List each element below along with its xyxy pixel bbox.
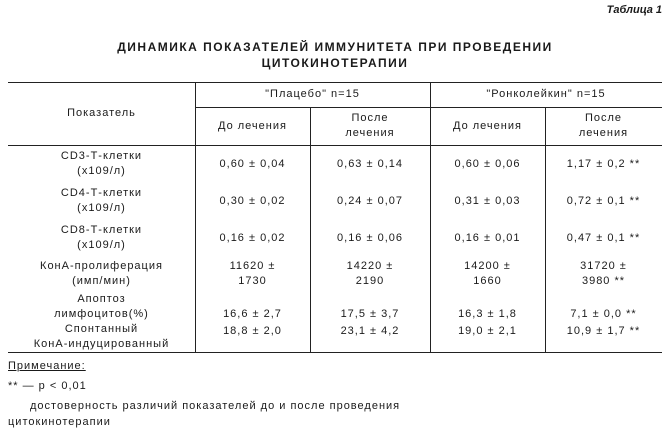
row-cd8-placebo-before-value: 0,16 ± 0,02 [219,231,286,244]
row-kona-ronco-after-error: 3980 ** [581,275,626,287]
row-spontaneous-ronco-after [545,322,662,340]
row-cd3-placebo-after-value: 0,63 ± 0,14 [337,157,403,170]
header-roncoleukin-after [545,107,662,145]
row-cd3-ronco-before [430,146,545,182]
row-cd8-placebo-after-value: 0,16 ± 0,06 [337,231,403,244]
row-cd8-name-line2: (х109/л) [77,239,126,251]
row-kona-ronco-before-error: 1660 [473,275,502,287]
header-group-placebo-text: "Плацебо" n=15 [265,88,360,100]
row-cd8-placebo-after [310,220,430,256]
row-apoptosis-placebo-after [310,305,430,323]
row-kona-ronco-after [545,256,662,292]
row-cd4-ronco-after [545,182,662,220]
row-kona-placebo-after-error: 2190 [355,275,385,287]
header-group-roncoleukin [430,82,662,107]
row-cd3-placebo-after [310,146,430,182]
row-kona-placebo-after [310,256,430,292]
header-indicator [8,82,195,145]
header-roncoleukin-before [430,107,545,145]
row-cd8-ronco-after-value: 0,47 ± 0,1 ** [566,231,641,244]
row-apoptosis-name-line1: Апоптоз [77,293,126,305]
row-cd3-name [8,146,195,182]
row-apoptosis-name-line2: лимфоцитов(%) [54,308,149,320]
row-cd4-ronco-before-value: 0,31 ± 0,03 [454,194,521,207]
header-roncoleukin-before-text: До лечения [453,119,522,132]
row-kona-ronco-after-value: 31720 ± [580,260,627,272]
row-cd8-ronco-before-value: 0,16 ± 0,01 [454,231,521,244]
row-cd3-name-line1: CD3-Т-клетки [60,150,143,162]
row-apoptosis-placebo-before [195,305,310,323]
header-placebo-after-line2: лечения [345,127,395,139]
row-cd4-placebo-before-value: 0,30 ± 0,02 [219,194,286,207]
row-apoptosis-ronco-before-value: 16,3 ± 1,8 [458,307,517,320]
row-apoptosis-ronco-after-value: 7,1 ± 0,0 ** [570,307,637,320]
row-spontaneous-placebo-after [310,322,430,340]
row-apoptosis-ronco-before [430,305,545,323]
row-cd4-placebo-after-value: 0,24 ± 0,07 [337,194,403,207]
row-cd8-ronco-after [545,220,662,256]
header-roncoleukin-after-line2: лечения [578,127,629,139]
row-kona-placebo-before [195,256,310,292]
row-kona-placebo-before-error: 1730 [238,275,267,287]
header-indicator-text: Показатель [67,107,136,119]
row-cd8-name [8,220,195,256]
row-cd3-ronco-after [545,146,662,182]
row-cd4-placebo-after [310,182,430,220]
row-cd8-placebo-before [195,220,310,256]
row-cd3-name-line2: (х109/л) [77,165,126,177]
row-cd3-placebo-before [195,146,310,182]
row-cd4-ronco-before [430,182,545,220]
row-spontaneous-placebo-before-value: 18,8 ± 2,0 [223,324,282,337]
header-group-roncoleukin-text: "Ронколейкин" n=15 [486,88,606,100]
row-cd4-ronco-after-value: 0,72 ± 0,1 ** [566,194,641,207]
header-group-placebo [195,82,430,107]
row-spontaneous-name [8,322,195,352]
row-kona-name-line1: КонА-пролиферация [40,260,163,272]
notes-description-cont: цитокинотерапии [8,416,111,428]
row-cd4-name-line1: CD4-Т-клетки [60,187,143,199]
row-cd8-ronco-before [430,220,545,256]
row-kona-ronco-before-value: 14200 ± [464,260,511,272]
header-placebo-after [310,107,430,145]
row-spontaneous-placebo-after-value: 23,1 ± 4,2 [340,324,400,337]
notes-description: достоверность различий показателей до и после проведения [30,400,401,412]
row-kona-placebo-after-value: 14220 ± [346,260,394,272]
notes-significance: ** — p < 0,01 [8,380,87,392]
row-kona-name [8,256,195,292]
row-apoptosis-name [8,292,195,322]
row-apoptosis-placebo-after-value: 17,5 ± 3,7 [340,307,400,320]
row-cd3-ronco-after-value: 1,17 ± 0,2 ** [566,157,641,170]
row-cd3-ronco-before-value: 0,60 ± 0,06 [454,157,521,170]
header-placebo-before [195,107,310,145]
row-cd4-name [8,182,195,220]
row-cd4-name-line2: (х109/л) [77,202,126,214]
row-spontaneous-name-line2: КонА-индуцированный [33,338,170,350]
header-placebo-after-line1: После [351,112,389,124]
row-kona-ronco-before [430,256,545,292]
row-spontaneous-name-line1: Спонтанный [64,323,139,335]
row-spontaneous-placebo-before [195,322,310,340]
row-spontaneous-ronco-before-value: 19,0 ± 2,1 [458,324,517,337]
row-kona-placebo-before-value: 11620 ± [229,260,276,272]
header-roncoleukin-after-line1: После [584,112,623,124]
row-apoptosis-placebo-before-value: 16,6 ± 2,7 [223,307,282,320]
row-cd4-placebo-before [195,182,310,220]
table-title: ДИНАМИКА ПОКАЗАТЕЛЕЙ ИММУНИТЕТА ПРИ ПРОВЕДЕНИИ [117,40,553,54]
row-cd8-name-line1: CD8-Т-клетки [60,224,143,236]
row-spontaneous-ronco-before [430,322,545,340]
rule-bottom [8,352,662,353]
row-cd3-placebo-before-value: 0,60 ± 0,04 [219,157,286,170]
row-spontaneous-ronco-after-value: 10,9 ± 1,7 ** [566,324,641,337]
notes-heading: Примечание: [8,360,86,372]
row-kona-name-line2: (имп/мин) [72,275,131,287]
row-apoptosis-ronco-after [545,305,662,323]
table-subtitle: ЦИТОКИНОТЕРАПИИ [261,56,409,70]
header-placebo-before-text: До лечения [218,119,287,132]
table-label: Таблица 1 [606,4,662,16]
